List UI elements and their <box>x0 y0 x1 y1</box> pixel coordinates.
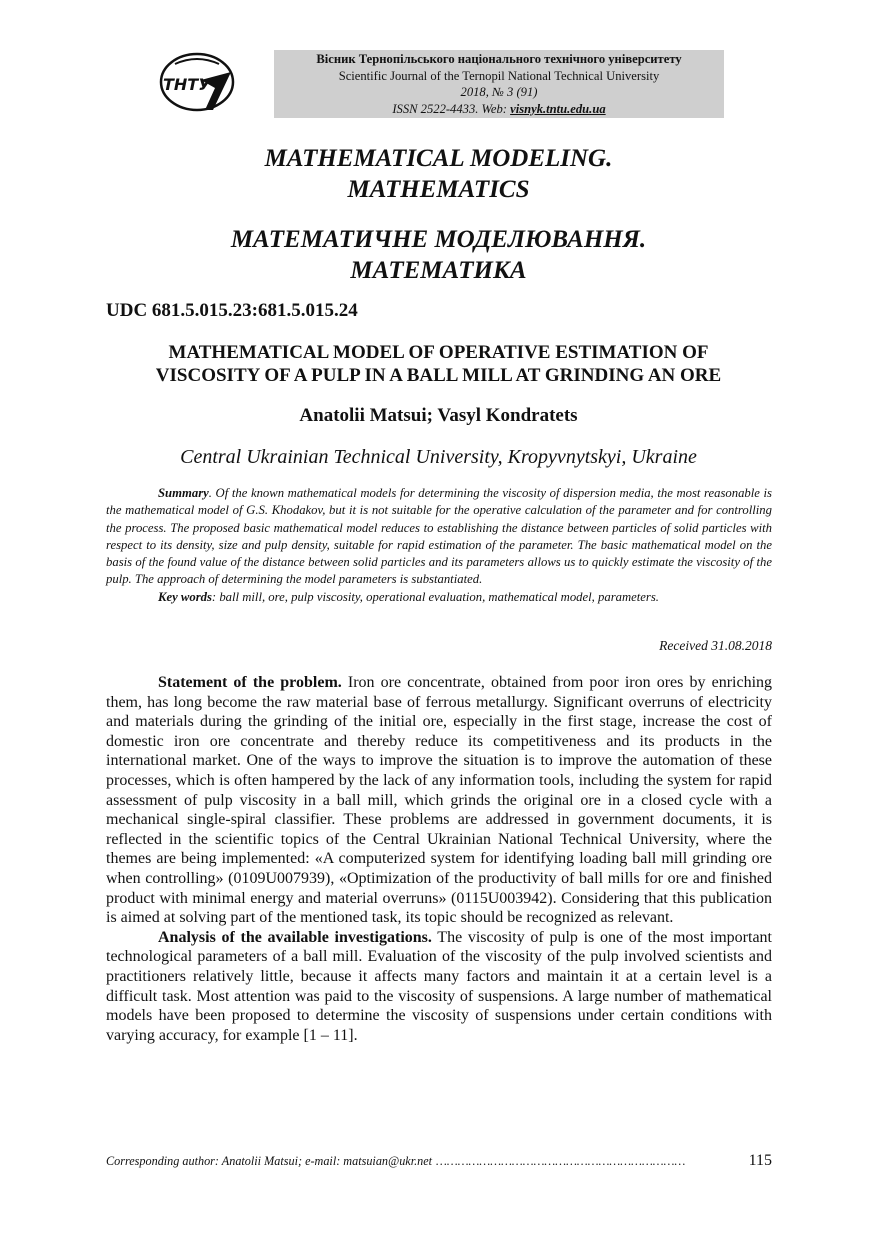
logo-text: ТНТУ <box>163 75 211 94</box>
paragraph-text: Iron ore concentrate, obtained from poor iron ores by enriching them, has long become the raw material base of ferrous metallurgy. Significant overruns of electricity and materials during the grinding of the initial ore, especially in the first stage, increase the cost of domestic iron ore concentrate and thereby reduce its competitiveness and its products in the international market. One of the ways to improve the situation is to improve the automation of these processes, which is often hampered by the lack of any information tools, including the system for rapid assessment of pulp viscosity in a ball mill, which grinds the original ore in a closed cycle with a mechanical single-spiral classifier. These problems are addressed in government documents, it is reflected in the scientific topics of the Central Ukrainian National Technical University, where the themes are being implemented: «A computerized system for identifying loading ball mill grinding ore when controlling» (0109U007939), «Optimization of the productivity of ball mills for ore and finished product with minimal energy and material overruns» (0115U003942). Considering that this publication is aimed at solving part of the mentioned task, its topic should be recognized as relevant. <box>106 674 773 927</box>
summary-text: . Of the known mathematical models for determining the viscosity of dispersion media, the most reasonable is the mathematical model of G.S. Khodakov, but it is not suitable for the operative calculation of the parameter and for controlling the process. The proposed basic mathematical model reduces to establishing the distance between particles of solid particles with respect to its density, size and pulp density, suitable for rapid estimation of the parameter. The basic mathematical model on the basis of the found value of the distance between solid particles and its parameters allows us to quickly estimate the viscosity of the pulp. The approach of determining the model parameters is substantiated. <box>106 486 772 587</box>
summary-block <box>106 485 772 606</box>
paragraph-analysis <box>106 928 772 1046</box>
section-title-ua <box>0 224 877 286</box>
paper-title-line1: MATHEMATICAL MODEL OF OPERATIVE ESTIMATION OF <box>168 342 709 363</box>
affiliation: Central Ukrainian Technical University, Kropyvnytskyi, Ukraine <box>180 446 697 468</box>
corresponding-author: Corresponding author: Anatolii Matsui; e-mail: matsuian@ukr.net <box>106 1154 433 1168</box>
summary-label: Summary <box>158 486 209 500</box>
keywords-text: : ball mill, ore, pulp viscosity, operational evaluation, mathematical model, parameters. <box>211 589 659 604</box>
section-title-en-line2: MATHEMATICS <box>347 176 530 203</box>
journal-url-link[interactable]: visnyk.tntu.edu.ua <box>510 101 606 116</box>
paragraph-heading: Statement of the problem. <box>158 674 342 691</box>
paragraph-statement <box>106 673 772 928</box>
section-title-ua-line1: МАТЕМАТИЧНЕ МОДЕЛЮВАННЯ. <box>230 226 647 253</box>
journal-name-en: Scientific Journal of the Ternopil National Technical University <box>338 68 660 83</box>
section-title-ua-line2: МАТЕМАТИКА <box>350 257 527 284</box>
paragraph-heading: Analysis of the available investigations. <box>158 928 432 946</box>
page-footer <box>106 1152 772 1170</box>
keywords-label: Key words <box>158 589 212 604</box>
paper-title-line2: VISCOSITY OF A PULP IN A BALL MILL AT GRINDING AN ORE <box>155 365 722 386</box>
section-title-en-line1: MATHEMATICAL MODELING. <box>264 145 613 172</box>
authors: Anatolii Matsui; Vasyl Kondratets <box>299 405 578 426</box>
received-date: Received 31.08.2018 <box>659 638 772 653</box>
udc-code: UDC 681.5.015.23:681.5.015.24 <box>106 300 358 321</box>
section-title-en <box>0 143 877 205</box>
summary-paragraph <box>106 485 772 589</box>
journal-name-ua: Вісник Тернопільського національного технічного університету <box>316 52 682 66</box>
paragraph-text: The viscosity of pulp is one of the most important technological parameters of a ball mill. Evaluation of the viscosity of the pulp involved scientists and practitioners relatively little, because it affects many factors and maintain it at a certain level is a difficult task. Most attention was paid to the viscosity of suspensions. A large number of mathematical models have been proposed to determine the viscosity of suspensions under certain conditions with varying accuracy, for example [1 – 11]. <box>106 928 772 1044</box>
keywords-paragraph <box>106 589 772 606</box>
paper-title <box>0 341 877 387</box>
article-body <box>106 673 772 1045</box>
journal-header <box>274 50 724 118</box>
journal-issn <box>274 101 724 118</box>
footer-dot-leader: …………………………………………………………… <box>436 1154 686 1168</box>
university-logo <box>157 50 237 114</box>
journal-issue: 2018, № 3 (91) <box>460 85 538 99</box>
issn-text: ISSN 2522-4433. Web: <box>392 101 511 116</box>
page-number: 115 <box>748 1152 772 1169</box>
